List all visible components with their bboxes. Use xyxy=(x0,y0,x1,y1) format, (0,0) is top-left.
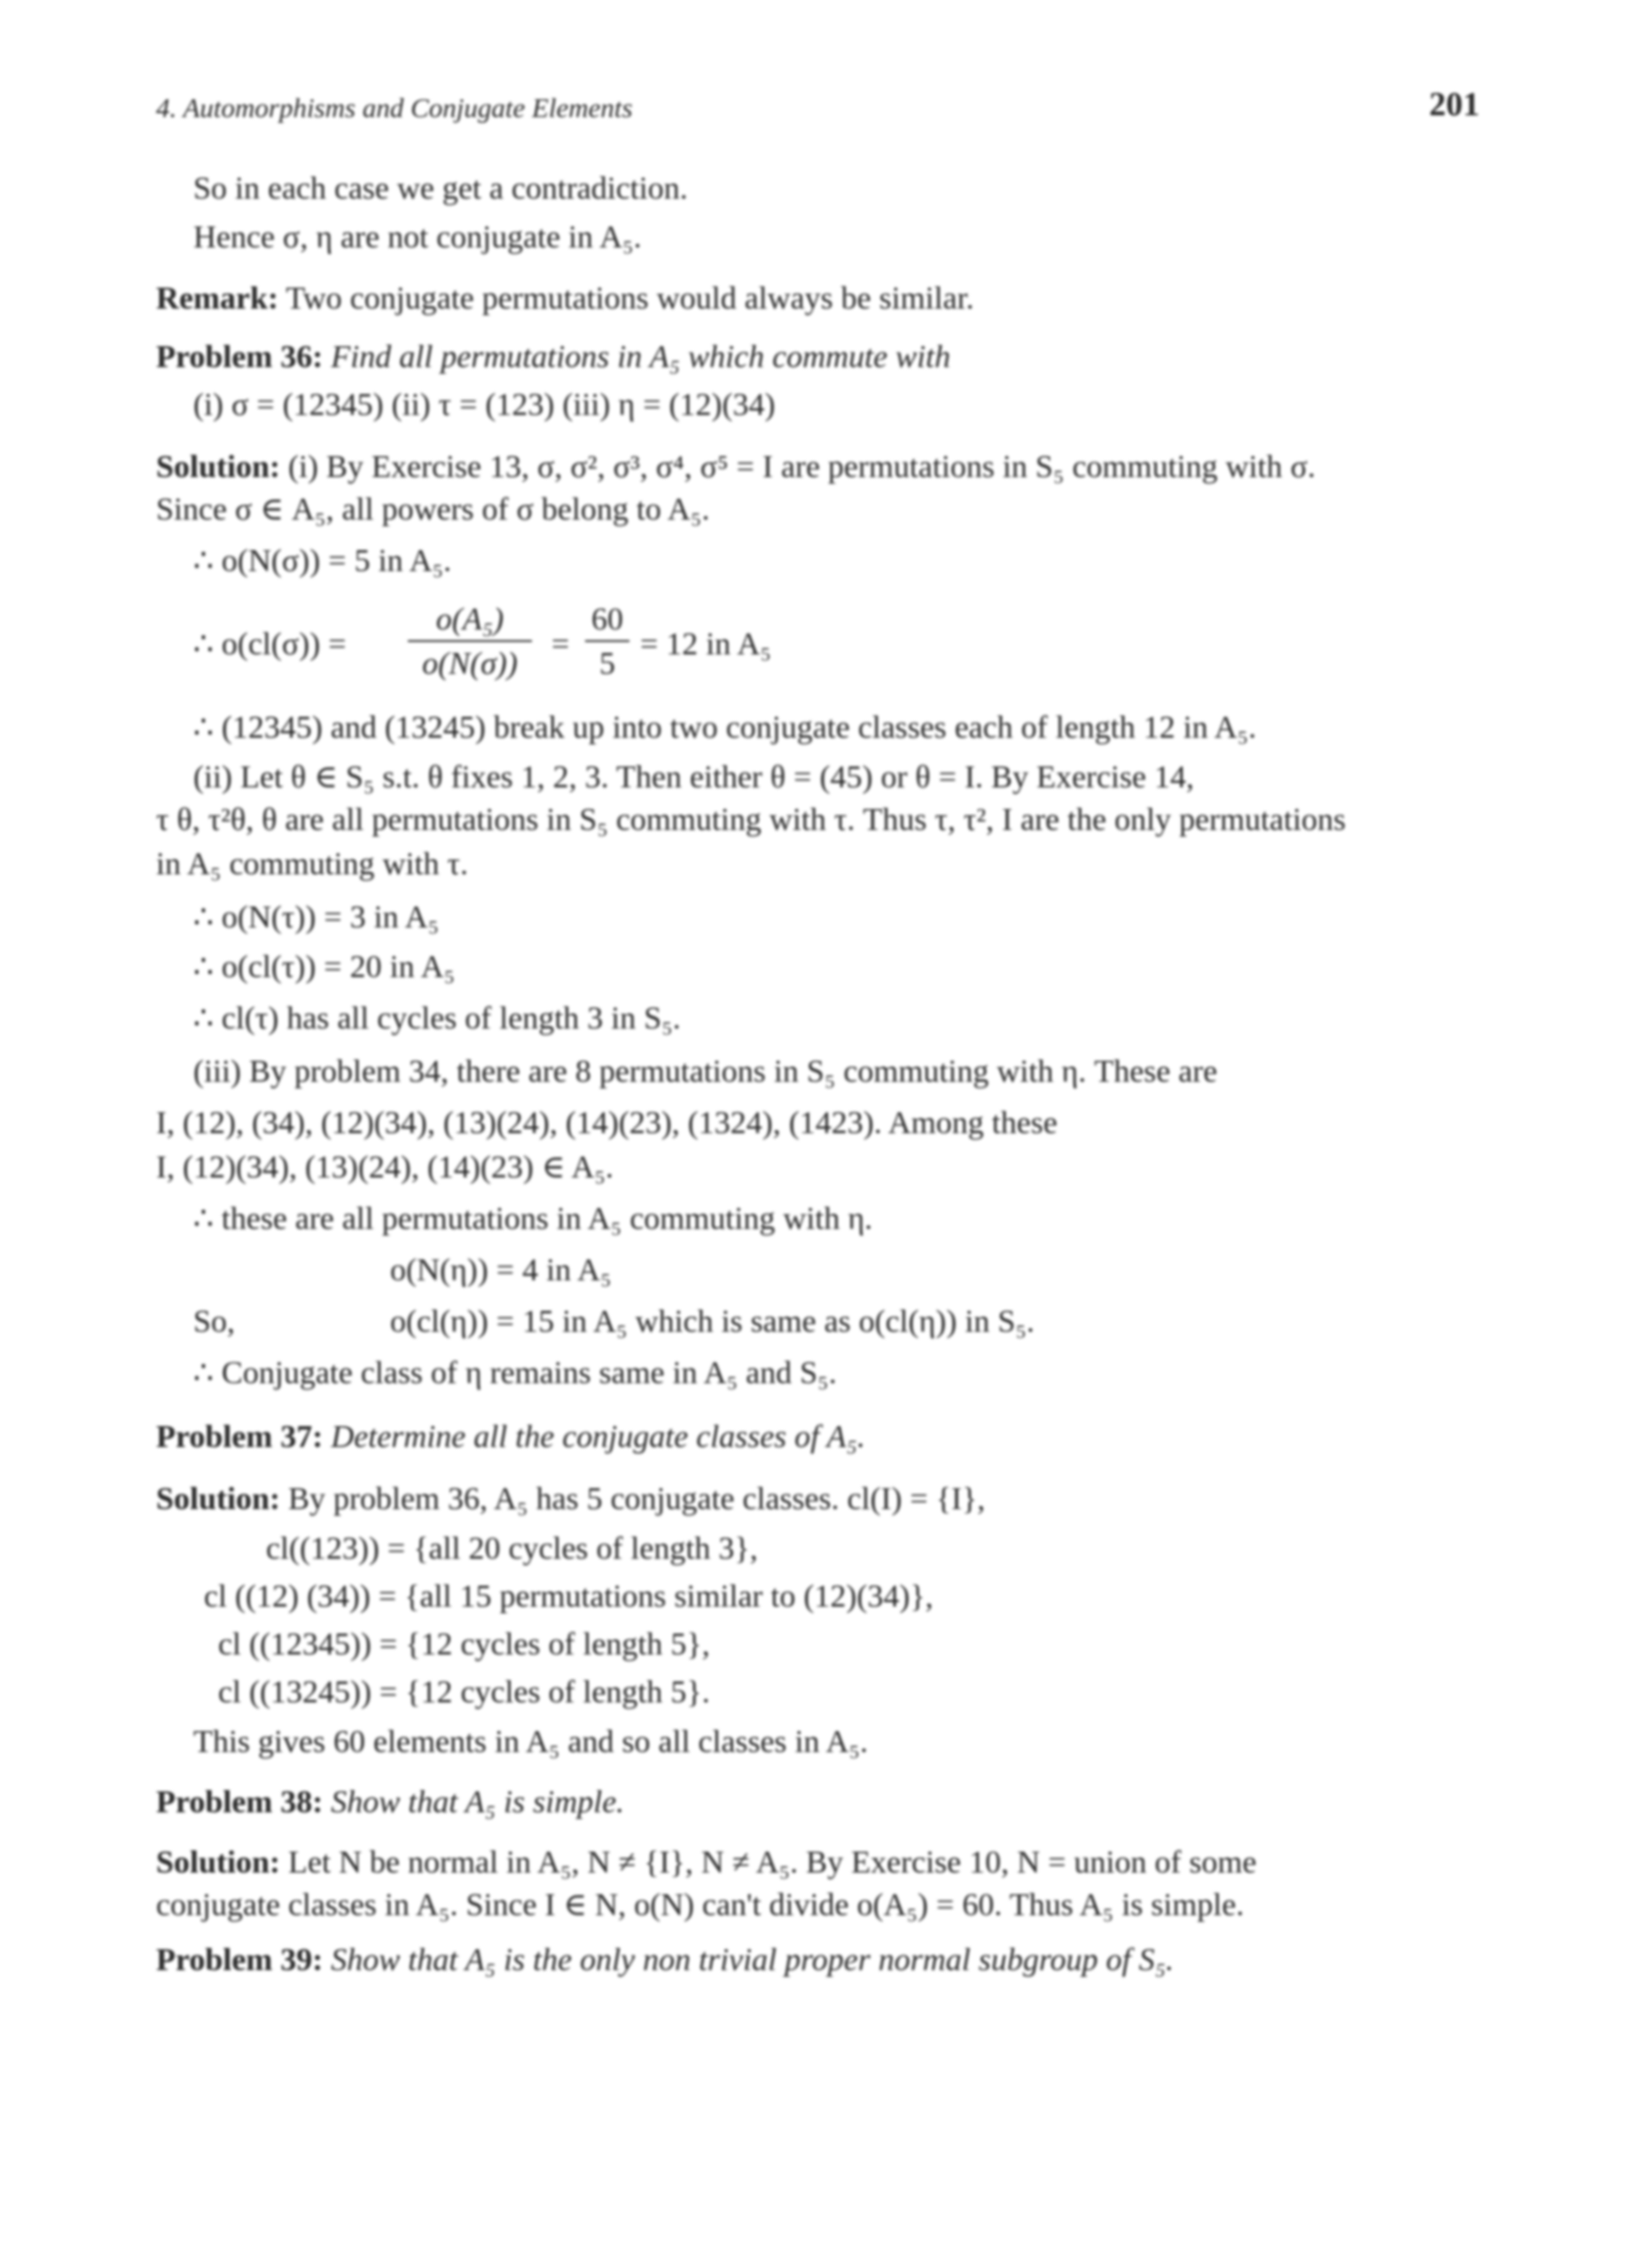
text-line: ∴ cl(τ) has all cycles of length 3 in S₅. xyxy=(193,1000,681,1036)
text-line: τ θ, τ²θ, θ are all permutations in S₅ commuting with τ. Thus τ, τ², I are the only permutations xyxy=(156,802,1346,837)
equation-line: o(cl(η)) = 15 in A₅ which is same as o(cl(η)) in S₅. xyxy=(390,1303,1035,1339)
page-number: 201 xyxy=(1429,86,1480,123)
solution-text: (i) By Exercise 13, σ, σ², σ³, σ⁴, σ⁵ = I are permutations in S₅ commuting with σ. xyxy=(288,449,1316,484)
problem-36-items: (i) σ = (12345) (ii) τ = (123) (iii) η = (12)(34) xyxy=(193,387,776,422)
fraction xyxy=(408,599,532,683)
equation-line: o(N(η)) = 4 in A₅ xyxy=(390,1252,612,1287)
text-line: ∴ these are all permutations in A₅ commuting with η. xyxy=(193,1200,873,1236)
equation-line: ∴ o(N(τ)) = 3 in A₅ xyxy=(193,899,440,935)
class-line: cl((123)) = {all 20 cycles of length 3}, xyxy=(266,1530,758,1566)
problem-38-heading xyxy=(156,1782,624,1821)
problem-39-heading xyxy=(156,1940,1174,1979)
problem-statement: Show that A₅ is the only non trivial proper normal subgroup of S₅. xyxy=(331,1942,1175,1977)
text-line: I, (12)(34), (13)(24), (14)(23) ∈ A₅. xyxy=(156,1149,614,1185)
equals-sign: = xyxy=(551,626,570,661)
solution-text: By problem 36, A₅ has 5 conjugate classes. cl(I) = {I}, xyxy=(288,1481,986,1516)
text-line: (iii) By problem 34, there are 8 permutations in S₅ commuting with η. These are xyxy=(193,1053,1218,1089)
fraction-numerator: 60 xyxy=(591,601,623,637)
solution-38-line xyxy=(156,1842,1256,1881)
text-line: So, xyxy=(193,1303,236,1339)
solution-label: Solution: xyxy=(156,1481,281,1516)
text-line: Since σ ∈ A₅, all powers of σ belong to A₅. xyxy=(156,491,710,527)
fraction-numerator: o(A₅) xyxy=(435,601,504,637)
text-line: So in each case we get a contradiction. xyxy=(193,170,688,206)
fraction-bar xyxy=(585,640,629,642)
solution-37-line xyxy=(156,1479,985,1518)
remark xyxy=(156,278,974,317)
fraction-denominator: o(N(σ)) xyxy=(422,645,518,681)
problem-label: Problem 39: xyxy=(156,1942,324,1977)
text-line: I, (12), (34), (12)(34), (13)(24), (14)(23), (1324), (1423). Among these xyxy=(156,1105,1058,1140)
solution-label: Solution: xyxy=(156,449,281,484)
text-line: ∴ Conjugate class of η remains same in A₅ and S₅. xyxy=(193,1355,837,1390)
problem-label: Problem 38: xyxy=(156,1784,324,1819)
problem-label: Problem 37: xyxy=(156,1419,324,1454)
equation-line: ∴ o(cl(τ)) = 20 in A₅ xyxy=(193,949,456,984)
text-line: conjugate classes in A₅. Since I ∈ N, o(N) can't divide o(A₅) = 60. Thus A₅ is simple. xyxy=(156,1887,1245,1922)
text-line: This gives 60 elements in A₅ and so all classes in A₅. xyxy=(193,1724,869,1759)
fraction xyxy=(585,599,629,683)
problem-statement: Find all permutations in A₅ which commute with xyxy=(331,339,951,374)
solution-text: Let N be normal in A₅, N ≠ {I}, N ≠ A₅. By Exercise 10, N = union of some xyxy=(288,1844,1257,1880)
text-line: (ii) Let θ ∈ S₅ s.t. θ fixes 1, 2, 3. Then either θ = (45) or θ = I. By Exercise 14, xyxy=(193,759,1194,794)
equation-rhs: = 12 in A₅ xyxy=(640,626,771,661)
fraction-denominator: 5 xyxy=(599,645,615,681)
running-header: 4. Automorphisms and Conjugate Elements xyxy=(156,92,633,123)
text-line: ∴ (12345) and (13245) break up into two conjugate classes each of length 12 in A₅. xyxy=(193,709,1257,745)
text-line: in A₅ commuting with τ. xyxy=(156,846,469,881)
class-line: cl ((13245)) = {12 cycles of length 5}. xyxy=(218,1674,710,1709)
remark-label: Remark: xyxy=(156,280,278,316)
equation-lhs: ∴ o(cl(σ)) = xyxy=(193,626,347,661)
solution-label: Solution: xyxy=(156,1844,281,1880)
fraction-bar xyxy=(408,640,532,642)
remark-text: Two conjugate permutations would always be similar. xyxy=(285,280,974,316)
text-line: Hence σ, η are not conjugate in A₅. xyxy=(193,219,642,254)
problem-label: Problem 36: xyxy=(156,339,324,374)
problem-statement: Show that A₅ is simple. xyxy=(331,1784,625,1819)
equation-line: ∴ o(N(σ)) = 5 in A₅. xyxy=(193,543,452,578)
class-line: cl ((12) (34)) = {all 15 permutations similar to (12)(34)}, xyxy=(204,1578,934,1614)
problem-36-heading xyxy=(156,337,950,376)
problem-37-heading xyxy=(156,1417,865,1456)
solution-36-line xyxy=(156,447,1316,486)
class-line: cl ((12345)) = {12 cycles of length 5}, xyxy=(218,1626,710,1662)
problem-statement: Determine all the conjugate classes of A₅. xyxy=(331,1419,866,1454)
